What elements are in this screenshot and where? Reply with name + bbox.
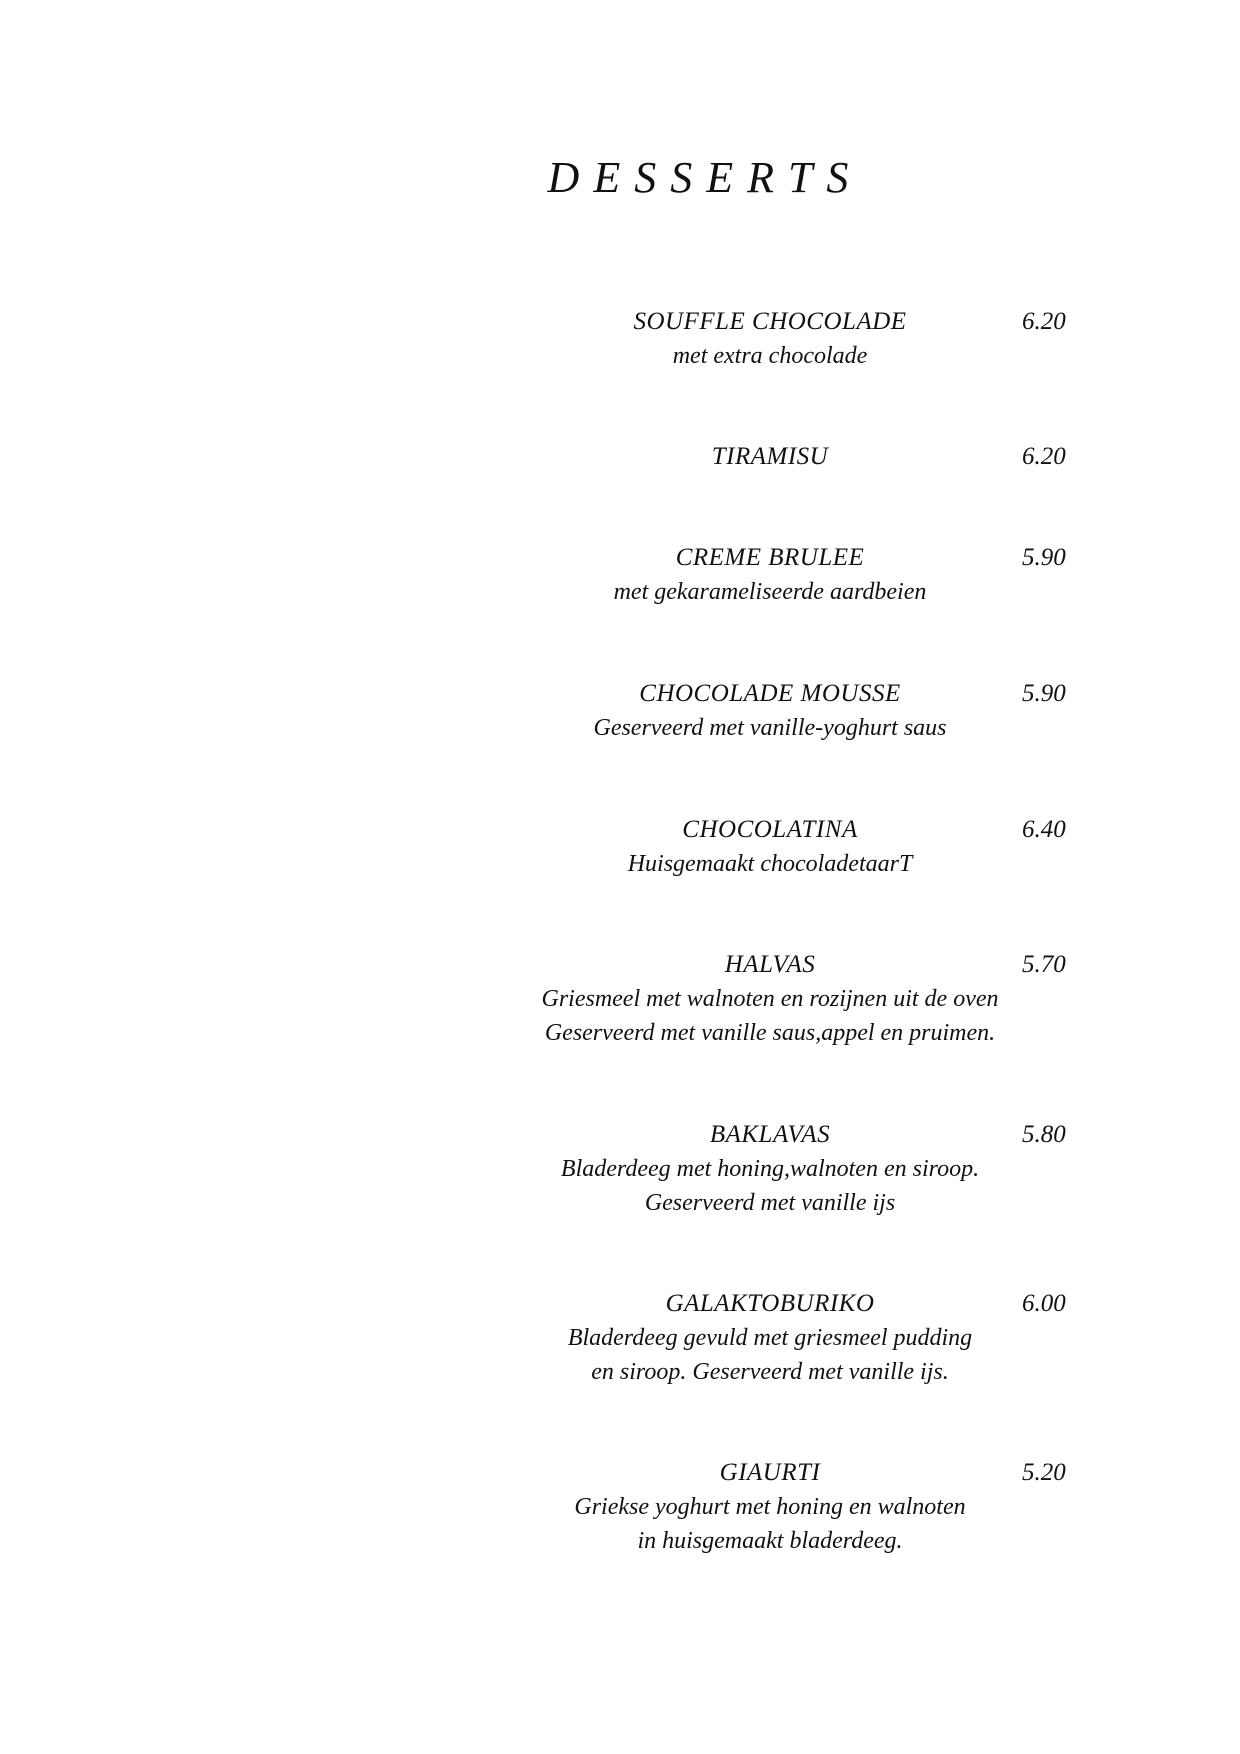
item-description: Bladerdeeg met honing,walnoten en siroop. xyxy=(560,1156,980,1182)
item-name: TIRAMISU xyxy=(711,443,829,470)
item-name: BAKLAVAS xyxy=(709,1121,831,1148)
item-price: 5.70 xyxy=(1022,951,1066,978)
item-name: CHOCOLADE MOUSSE xyxy=(639,680,901,707)
item-description: Geserveerd met vanille-yoghurt saus xyxy=(593,715,947,741)
item-description: Huisgemaakt chocoladetaarT xyxy=(627,851,913,877)
item-description: Griesmeel met walnoten en rozijnen uit de oven xyxy=(541,986,999,1012)
item-price: 6.40 xyxy=(1022,816,1066,843)
page-title: DESSERTS xyxy=(547,153,863,202)
item-price: 6.00 xyxy=(1022,1290,1066,1317)
item-price: 5.90 xyxy=(1022,680,1066,707)
item-name: CREME BRULEE xyxy=(675,544,865,571)
item-description: in huisgemaakt bladerdeeg. xyxy=(637,1528,903,1554)
item-name: GIAURTI xyxy=(719,1459,821,1486)
item-price: 6.20 xyxy=(1022,308,1066,335)
item-price: 6.20 xyxy=(1022,443,1066,470)
item-description: Geserveerd met vanille saus,appel en pruimen. xyxy=(544,1020,996,1046)
item-name: GALAKTOBURIKO xyxy=(665,1290,875,1317)
item-description: en siroop. Geserveerd met vanille ijs. xyxy=(591,1359,949,1385)
item-name: CHOCOLATINA xyxy=(682,816,858,843)
item-description: Griekse yoghurt met honing en walnoten xyxy=(574,1494,966,1520)
item-description: met gekarameliseerde aardbeien xyxy=(613,579,927,605)
item-price: 5.80 xyxy=(1022,1121,1066,1148)
item-price: 5.90 xyxy=(1022,544,1066,571)
item-name: SOUFFLE CHOCOLADE xyxy=(633,308,907,335)
item-price: 5.20 xyxy=(1022,1459,1066,1486)
item-description: Geserveerd met vanille ijs xyxy=(644,1190,896,1216)
item-description: Bladerdeeg gevuld met griesmeel pudding xyxy=(567,1325,973,1351)
item-name: HALVAS xyxy=(724,951,816,978)
item-description: met extra chocolade xyxy=(672,343,868,369)
